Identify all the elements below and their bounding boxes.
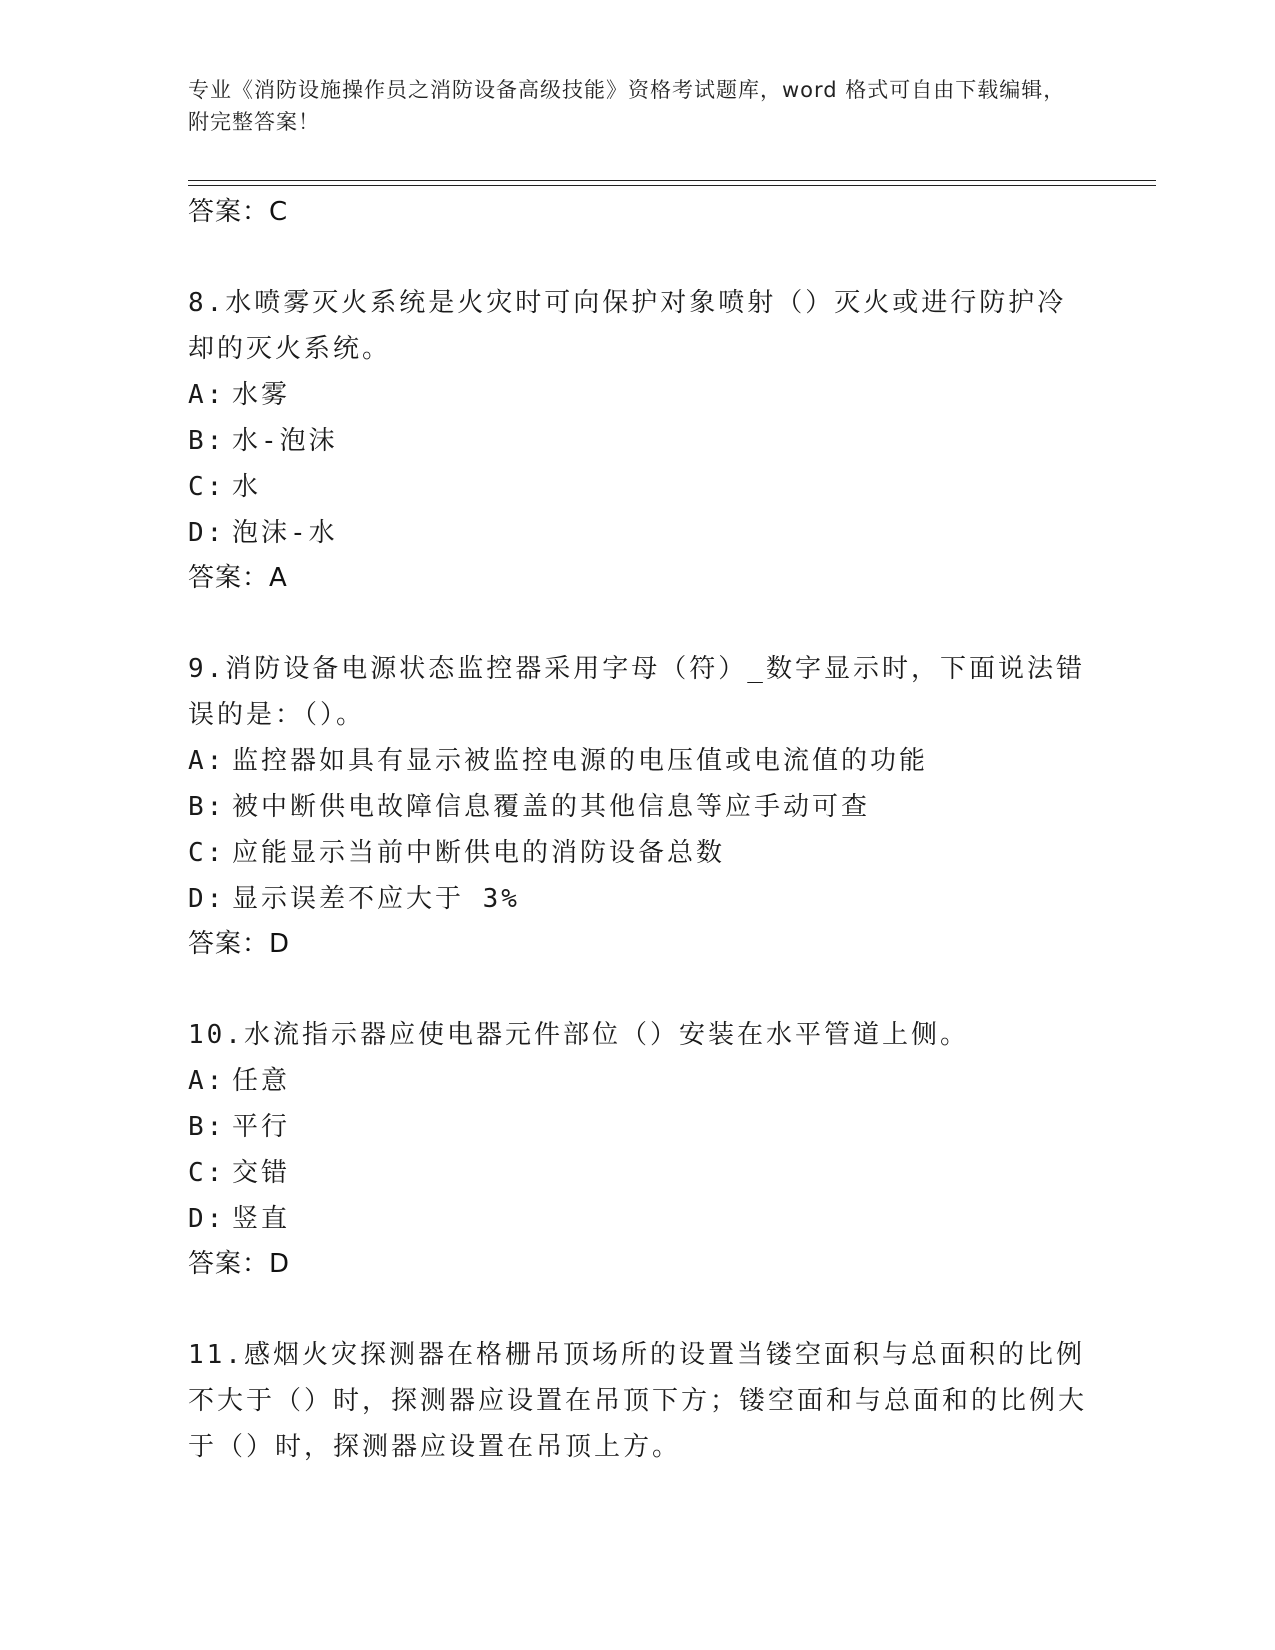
option-letter: B:: [188, 792, 226, 822]
option-d: [188, 510, 1088, 556]
option-d: [188, 1196, 1088, 1242]
question-8: [188, 280, 1088, 600]
question-11: [188, 1332, 1088, 1470]
question-stem: 11.感烟火灾探测器在格栅吊顶场所的设置当镂空面积与总面积的比例不大于（）时，探测器应设置在吊顶下方；镂空面和与总面和的比例大于（）时，探测器应设置在吊顶上方。: [188, 1340, 1088, 1462]
document-body: [188, 190, 1088, 1470]
option-text: 水雾: [232, 380, 291, 410]
option-b: [188, 784, 1088, 830]
option-text: 竖直: [232, 1204, 291, 1234]
option-c: [188, 1150, 1088, 1196]
document-header: 专业《消防设施操作员之消防设备高级技能》资格考试题库，word 格式可自由下载编辑，附完整答案！: [188, 78, 1066, 134]
option-text: 显示误差不应大于 3%: [232, 884, 520, 914]
option-text: 水-泡沫: [232, 426, 338, 456]
option-c: [188, 464, 1088, 510]
option-a: [188, 738, 1088, 784]
option-text: 任意: [232, 1066, 291, 1096]
option-letter: B:: [188, 1112, 226, 1142]
option-text: 平行: [232, 1112, 291, 1142]
option-text: 交错: [232, 1158, 291, 1188]
question-9: [188, 646, 1088, 966]
option-text: 应能显示当前中断供电的消防设备总数: [232, 838, 726, 868]
header-divider-top: [188, 180, 1156, 181]
option-letter: C:: [188, 1158, 226, 1188]
answer-line: 答案：A: [188, 563, 288, 593]
option-c: [188, 830, 1088, 876]
question-stem: 9.消防设备电源状态监控器采用字母（符）_数字显示时，下面说法错误的是：（）。: [188, 654, 1085, 730]
option-letter: A:: [188, 380, 226, 410]
option-a: [188, 1058, 1088, 1104]
question-10: [188, 1012, 1088, 1286]
option-text: 监控器如具有显示被监控电源的电压值或电流值的功能: [232, 746, 929, 776]
option-letter: D:: [188, 1204, 226, 1234]
option-b: [188, 1104, 1088, 1150]
option-letter: B:: [188, 426, 226, 456]
option-letter: A:: [188, 746, 226, 776]
header-divider-bottom: [188, 185, 1156, 186]
option-text: 水: [232, 472, 262, 502]
option-letter: D:: [188, 884, 226, 914]
option-letter: C:: [188, 838, 226, 868]
option-letter: C:: [188, 472, 226, 502]
option-text: 泡沫-水: [232, 518, 338, 548]
option-a: [188, 372, 1088, 418]
option-d: [188, 876, 1088, 922]
question-stem: 10.水流指示器应使电器元件部位（）安装在水平管道上侧。: [188, 1020, 969, 1050]
question-stem: 8.水喷雾灭火系统是火灾时可向保护对象喷射（）灭火或进行防护冷却的灭火系统。: [188, 288, 1067, 364]
option-text: 被中断供电故障信息覆盖的其他信息等应手动可查: [232, 792, 871, 822]
option-letter: A:: [188, 1066, 226, 1096]
answer-line: 答案：D: [188, 1249, 291, 1279]
option-b: [188, 418, 1088, 464]
answer-line: 答案：D: [188, 929, 291, 959]
answer-line: 答案：C: [188, 197, 289, 227]
option-letter: D:: [188, 518, 226, 548]
